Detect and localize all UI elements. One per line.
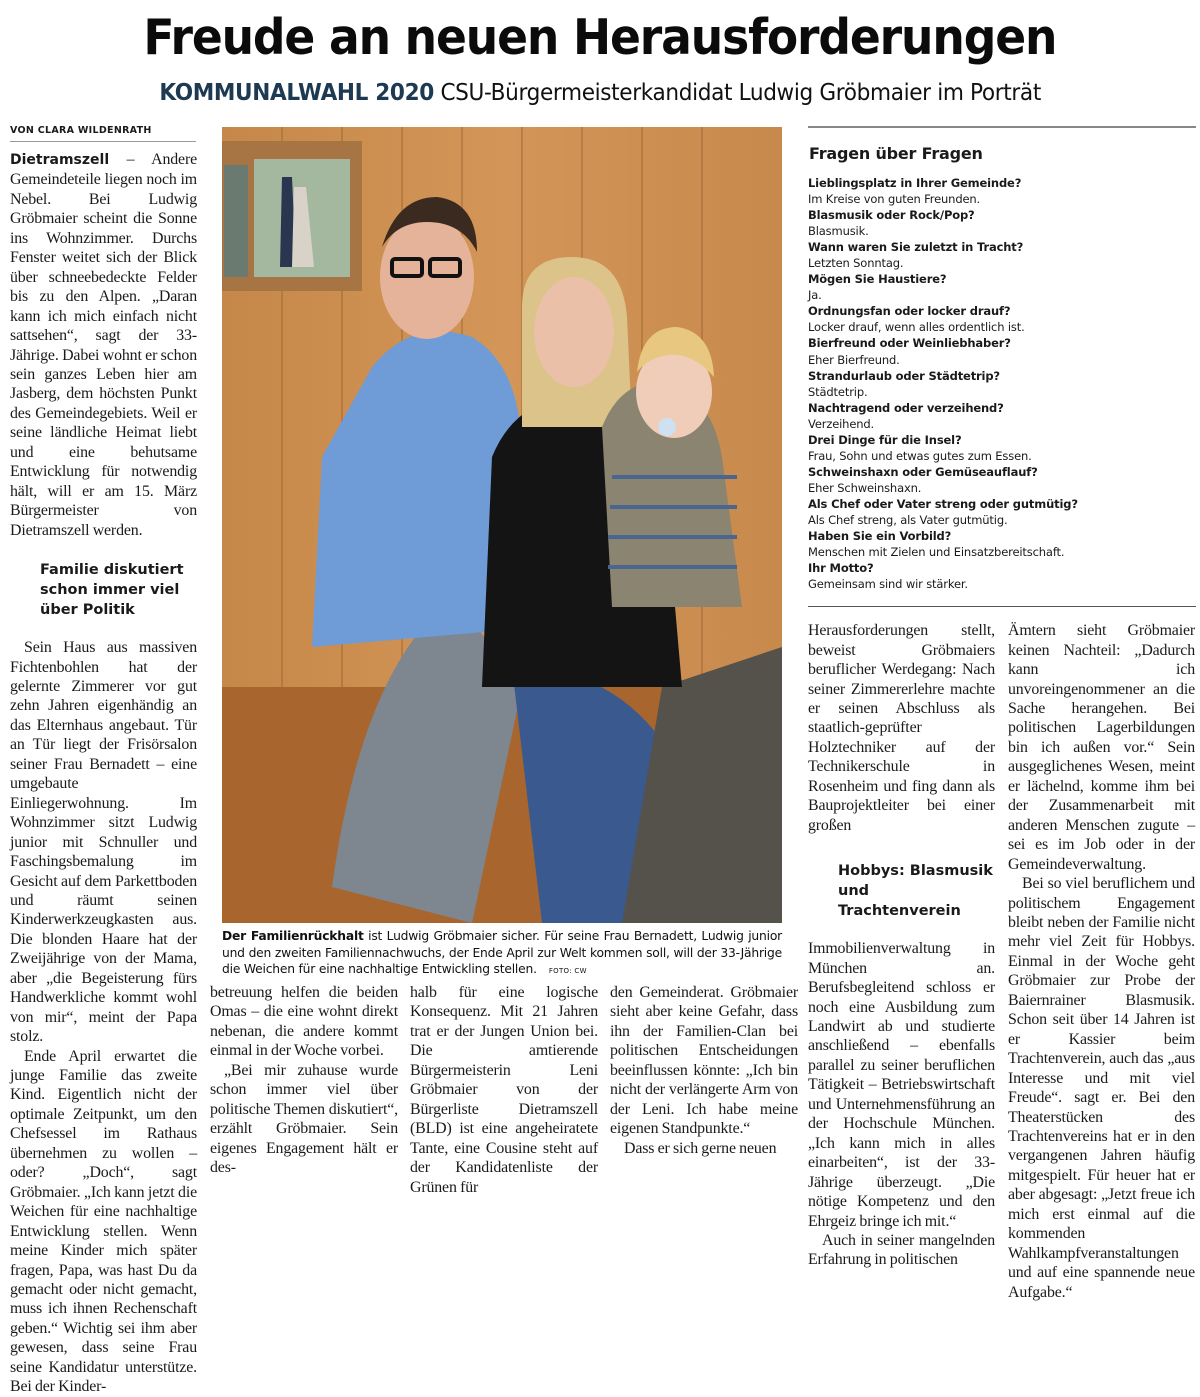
- question: Haben Sie ein Vorbild?: [808, 529, 952, 544]
- family-photo: [222, 127, 782, 923]
- answer: Im Kreise von guten Freunden.: [808, 192, 981, 207]
- paragraph: Immobilienverwaltung in München an. Berufsbegleitend schloss er noch eine Ausbildung zum Landwirt ab und studierte anschließend – ebenfalls parallel zu seiner beruflichen Tätigkeit – Betriebswirtschaft und Unternehmensführung an der Hochschule München. „Ich kann mich in alles einarbeiten“, ist der 33-Jährige überzeugt. „Die nötige Kompetenz und den Ehrgeiz bringe ich mit.“: [808, 940, 995, 1230]
- question: Ihr Motto?: [808, 561, 874, 576]
- answer: Städtetrip.: [808, 384, 868, 399]
- qa-item: [808, 464, 1196, 496]
- paragraph: betreuung helfen die beiden Omas – die eine wohnt direkt nebenan, die andere kommt einmal in der Woche vorbei.: [210, 984, 398, 1060]
- article-column-1: [10, 150, 197, 1397]
- article-column-3: [410, 983, 598, 1197]
- article-column-6: [1008, 621, 1195, 1302]
- qa-item: [808, 400, 1196, 432]
- qa-item: [808, 560, 1196, 592]
- qa-item: [808, 207, 1196, 239]
- kicker: KOMMUNALWAHL 2020: [159, 78, 434, 106]
- question: Wann waren Sie zuletzt in Tracht?: [808, 240, 1024, 255]
- caption-text: ist Ludwig Gröbmaier sicher. Für seine Frau Bernadett, Ludwig junior und den zweiten Familiennachwuchs, der Ende April zur Welt kommen soll, will der 33-Jährige die Weichen für eine nachhaltige Entwickling stellen.: [222, 929, 782, 976]
- qa-item: [808, 239, 1196, 271]
- question: Schweinshaxn oder Gemüseauflauf?: [808, 464, 1038, 479]
- family-photo-illustration: [222, 127, 782, 923]
- pacifier: [658, 418, 676, 436]
- qa-item: [808, 496, 1196, 528]
- qa-item: [808, 335, 1196, 367]
- headline: [0, 8, 1200, 68]
- byline: VON CLARA WILDENRATH: [10, 125, 196, 142]
- question: Ordnungsfan oder locker drauf?: [808, 304, 1011, 319]
- answer: Frau, Sohn und etwas gutes zum Essen.: [808, 448, 1032, 463]
- paragraph: Sein Haus aus massiven Fichtenbohlen hat der gelernte Zimmerer vor gut zehn Jahren eigenhändig an das Elternhaus angebaut. Tür an Tür liegt der Frisörsalon seiner Frau Bernadett – eine umgebaute Einliegerwohnung. Im Wohnzimmer sitzt Ludwig junior mit Schnuller und Faschingsbemalung im Gesicht auf dem Parkettboden und räumt seinen Kinderwerkzeugkasten aus. Die blonden Haare hat der Zweijährige von der Mama, aber „die Begeisterung fürs Handwerkliche kommt wohl von mir“, meint der Papa stolz.: [10, 639, 197, 1046]
- qa-item: [808, 271, 1196, 303]
- answer: Als Chef streng, als Vater gutmütig.: [808, 512, 1008, 527]
- answer: Eher Schweinshaxn.: [808, 480, 922, 495]
- answer: Blasmusik.: [808, 224, 869, 239]
- subheadline: [0, 76, 1200, 108]
- question: Mögen Sie Haustiere?: [808, 272, 947, 287]
- paragraph: Herausforderungen stellt, beweist Gröbmaiers beruflicher Werdegang: Nach seiner Zimmererlehre machte er seinen Abschluss als staatlich-geprüfter Holztechniker auf der Technikerschule in Rosenheim und fing dann als Bauprojektleiter bei einer großen: [808, 622, 995, 834]
- right-article-columns: [808, 621, 1196, 1302]
- question: Strandurlaub oder Städtetrip?: [808, 368, 1000, 383]
- question: Nachtragend oder verzeihend?: [808, 400, 1004, 415]
- headline-text: Freude an neuen Herausforderungen: [143, 9, 1057, 66]
- qa-item: [808, 175, 1196, 207]
- article-column-5: [808, 621, 995, 1302]
- question: Blasmusik oder Rock/Pop?: [808, 208, 975, 223]
- answer: Locker drauf, wenn alles ordentlich ist.: [808, 320, 1025, 335]
- question: Bierfreund oder Weinliebhaber?: [808, 336, 1011, 351]
- qa-item: [808, 368, 1196, 400]
- paragraph: halb für eine logische Konsequenz. Mit 21 Jahren trat er der Jungen Union bei. Die amtierende Bürgermeisterin Leni Gröbmaier von der Bürgerliste Dietramszell (BLD) ist eine angeheiratete Tante, eine Cousine steht auf der Kandidatenliste der Grünen für: [410, 984, 598, 1196]
- paragraph: den Gemeinderat. Gröbmaier sieht aber keine Gefahr, dass ihn der Familien-Clan bei politischen Entscheidungen beeinflussen könnte: „Ich bin nicht der verlängerte Arm von der Leni. Ich habe meine eigenen Standpunkte.“: [610, 984, 798, 1138]
- photo-caption: [222, 928, 782, 980]
- qa-item: [808, 528, 1196, 560]
- article-column-2: [210, 983, 398, 1178]
- section-heading-hobbies: Hobbys: Blasmusik und Trachtenverein: [838, 863, 993, 920]
- question: Lieblingsplatz in Ihrer Gemeinde?: [808, 176, 1022, 190]
- answer: Verzeihend.: [808, 416, 875, 431]
- paragraph: Auch in seiner mangelnden Erfahrung in politischen: [808, 1232, 995, 1269]
- qa-list: [808, 175, 1196, 592]
- woman-face: [534, 277, 614, 387]
- subheadline-text: CSU-Bürgermeisterkandidat Ludwig Gröbmaier im Porträt: [440, 78, 1041, 106]
- paragraph: Bei so viel beruflichem und politischem Engagement bleibt neben der Familie nicht mehr viel Zeit für Hobbys. Einmal in der Woche geht Gröbmaier zur Probe der Baiernrainer Blasmusik. Schon seit über 14 Jahren ist er Kassier beim Trachtenverein, auch das „aus Interesse und mit viel Freude“. sagt er. Bei den Theaterstücken des Trachtenvereins hat er in den vergangenen Jahren häufig mitgespielt. Für heuer hat er aber abgesagt: „Jetzt freue ich mich erst einmal auf die kommenden Wahlkampfveranstaltungen und auf eine spannende neue Aufgabe.“: [1008, 875, 1195, 1301]
- paragraph: „Bei mir zuhause wurde schon immer viel über politische Themen diskutiert“, erzählt Gröbmaier. Sein eigenes Engagement hält er des-: [210, 1061, 398, 1177]
- intro-text: – Andere Gemeindeteile liegen noch im Nebel. Bei Ludwig Gröbmaier scheint die Sonne ins Wohnzimmer. Durchs Fenster weitet sich der Blick über schneebedeckte Felder bis zu den Alpen. „Daran kann ich mich einfach nicht sattsehen“, sagt der 33-Jährige. Dabei wohnt er schon sein ganzes Leben hier am Jasberg, dem höchsten Punkt des Gemeindegebiets. Weil er seine ländliche Heimat liebt und eine behutsame Entwicklung für notwendig hält, will er am 15. März Bürgermeister von Dietramszell werden.: [10, 151, 197, 539]
- qa-title: Fragen über Fragen: [809, 144, 983, 163]
- photo-credit: FOTO: CW: [548, 967, 587, 975]
- section-heading-family: Familie diskutiert schon immer viel über Politik: [40, 562, 184, 619]
- dateline: Dietramszell: [10, 152, 110, 168]
- question: Als Chef oder Vater streng oder gutmütig?: [808, 496, 1078, 511]
- question: Drei Dinge für die Insel?: [808, 432, 962, 447]
- qa-item: [808, 432, 1196, 464]
- caption-lead: Der Familienrückhalt: [222, 929, 364, 943]
- intro-paragraph: [10, 150, 197, 540]
- qa-box: [808, 126, 1196, 607]
- answer: Gemeinsam sind wir stärker.: [808, 577, 968, 592]
- paragraph: Ämtern sieht Gröbmaier keinen Nachteil: „Dadurch kann ich unvoreingenommener an die Sache herangehen. Bei politischen Lagerbildungen bin ich außen vor.“ Sein ausgeglichenes Wesen, meint er lächelnd, komme ihm bei der Zusammenarbeit mit anderen Menschen zugute – sei es im Job oder in der Gemeindeverwaltung.: [1008, 622, 1195, 873]
- answer: Eher Bierfreund.: [808, 352, 900, 367]
- answer: Ja.: [808, 288, 822, 303]
- right-column: [808, 126, 1196, 1302]
- subheadline-inner: [159, 76, 1041, 108]
- answer: Letzten Sonntag.: [808, 256, 904, 271]
- paragraph: Dass er sich gerne neuen: [624, 1139, 777, 1157]
- qa-item: [808, 303, 1196, 335]
- article-column-4: [610, 983, 798, 1158]
- answer: Menschen mit Zielen und Einsatzbereitschaft.: [808, 545, 1065, 560]
- paragraph: Ende April erwartet die junge Familie das zweite Kind. Eigentlich nicht der optimale Zeitpunkt, um den Chefsessel im Rathaus übernehmen zu wollen – oder? „Doch“, sagt Gröbmaier. „Ich kann jetzt die Weichen für eine nachhaltige Entwicklung stellen. Wenn meine Kinder mich später fragen, Papa, was hast Du da gemacht oder nicht gemacht, muss ich ihnen Rechenschaft geben.“ Wichtig sei ihm aber gewesen, dass seine Frau seine Kandidatur unterstütze. Bei der Kinder-: [10, 1047, 197, 1396]
